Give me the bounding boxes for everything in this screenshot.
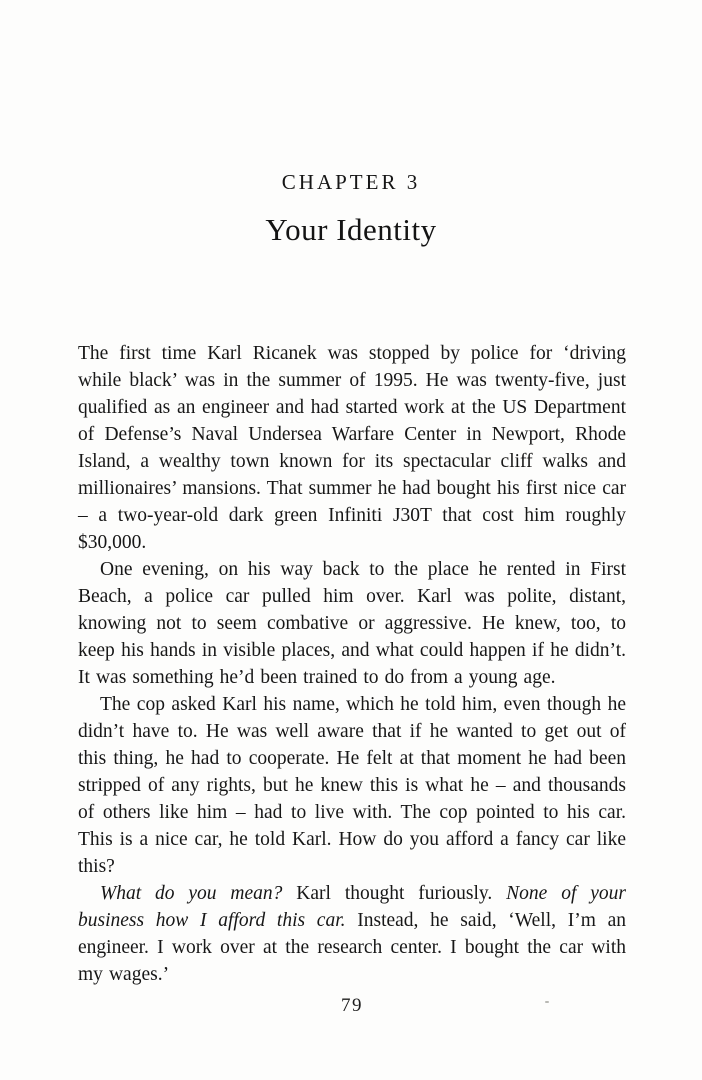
regular-text: Karl thought furiously. [282,883,507,904]
italic-text: None of your business how I afford this car. [78,883,626,931]
paragraph [78,880,626,988]
paragraph [78,556,626,691]
body-text [78,340,626,988]
italic-text: What do you mean? [100,883,283,904]
regular-text: The cop asked Karl his name, which he told him, even though he didn’t have to. He was well aware that if he wanted to get out of this thing, he had to cooperate. He felt at that moment he had been stripped of any rights, but he knew this is what he – and thousands of others like him – had to live with. The cop pointed to his car. This is a nice car, he told Karl. How do you afford a fancy car like this? [78,694,626,877]
page-number: 79 [341,995,363,1016]
regular-text: One evening, on his way back to the place he rented in First Beach, a police car pulled him over. Karl was polite, distant, knowing not to seem combative or aggressive. He knew, too, to keep his hands in visible places, and what could happen if he didn’t. It was something he’d been trained to do from a young age. [78,559,626,688]
paragraph [78,691,626,880]
paragraph [78,340,626,556]
chapter-title: Your Identity [265,212,437,247]
chapter-label: CHAPTER 3 [281,170,421,194]
regular-text: Instead, he said, ‘Well, I’m an engineer. I work over at the research center. I bought the car with my wages.’ [78,910,626,985]
regular-text: The first time Karl Ricanek was stopped by police for ‘driving while black’ was in the summer of 1995. He was twenty-five, just qualified as an engineer and had started work at the US Department of Defense’s Naval Undersea Warfare Center in Newport, Rhode Island, a wealthy town known for its spectacular cliff walks and millionaires’ mansions. That summer he had bought his first nice car – a two-year-old dark green Infiniti J30T that cost him roughly $30,000. [78,343,626,553]
